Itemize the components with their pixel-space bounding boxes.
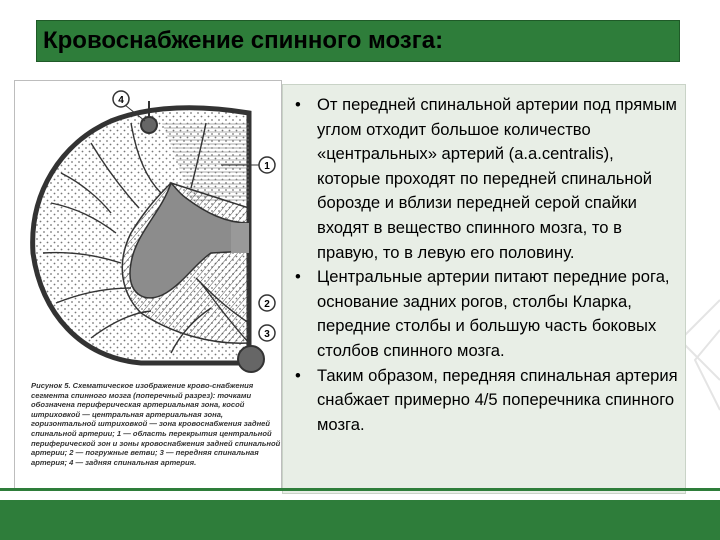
bullet-text: Таким образом, передняя спинальная артерия снабжает примерно 4/5 поперечника спинного мозга. (317, 365, 678, 434)
figure-label-2: 2 (264, 299, 270, 310)
bottom-rule (0, 488, 720, 491)
bullet-symbol: • (295, 95, 301, 114)
figure-label-1: 1 (264, 161, 270, 172)
figure-label-3: 3 (264, 329, 270, 340)
central-canal (231, 223, 249, 253)
text-panel (282, 84, 686, 494)
bullet-symbol: • (295, 267, 301, 287)
figure-panel (14, 80, 282, 490)
slide-title: Кровоснабжение спинного мозга: (43, 27, 444, 54)
figure-caption: Рисунок 5. Схематическое изображение крово-снабжения сегмента спинного мозга (поперечный разрез): точками обозначена периферическая артериальная зона, косой штриховкой — центральная артериальная зона, горизонтальной штриховкой — зона кровоснабжения задней спинальной артерии; 1 — область перекрытия центральной периферической зон и зоны кровоснабжения задней спинальной артерии; 2 — погружные ветви; 3 — передняя спинальная артерия; 4 — задняя спинальная артерия. (31, 381, 281, 467)
spinal-cord-diagram (21, 83, 277, 379)
bottom-band (0, 500, 720, 540)
bullet-text: Центральные артерии питают передние рога, основание задних рогов, столбы Кларка, передние столбы и большую часть боковых столбов спинного мозга. (317, 267, 670, 360)
title-bar (36, 20, 680, 62)
bullet-item (291, 93, 679, 265)
bullet-item (291, 265, 679, 363)
bullet-item (291, 364, 679, 438)
anterior-spinal-artery (238, 346, 264, 372)
figure-label-4: 4 (118, 95, 124, 106)
bullet-symbol: • (295, 365, 301, 385)
bullet-list (291, 93, 679, 437)
bullet-text: От передней спинальной артерии под прямым углом отходит большое количество «центральных» артерий (a.a.centralis), которые проходят по передней спинальной борозде и вблизи передней серой спайки входят в вещество спинного мозга, то в правую, то в левую его половину. (317, 95, 677, 262)
